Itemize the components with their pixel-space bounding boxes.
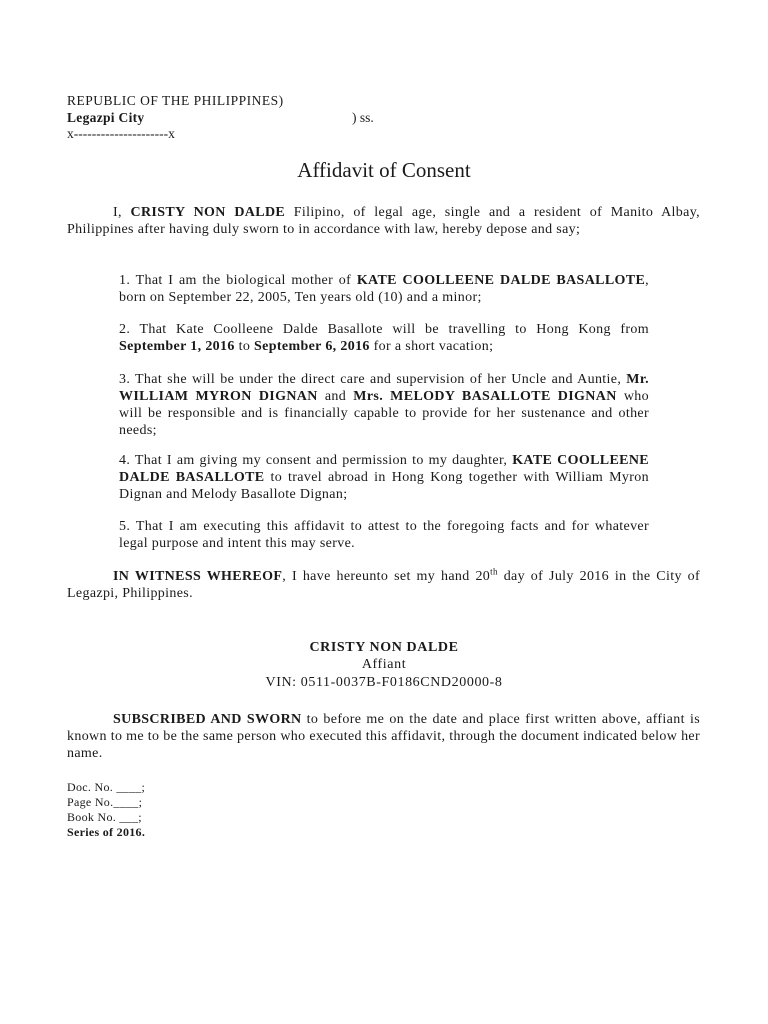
signature-role: Affiant (361, 657, 407, 672)
affiant-name: CRISTY NON DALDE (130, 205, 286, 220)
intro-paragraph: I, CRISTY NON DALDE Filipino, of legal age, single and a resident of Manito Albay, Philippines after having duly sworn to in accordance with law, hereby depose and say; (67, 205, 700, 237)
header-republic: REPUBLIC OF THE PHILIPPINES) (67, 93, 284, 108)
footer-book-no: Book No. ___; (67, 810, 142, 824)
footer-series: Series of 2016. (67, 825, 146, 839)
signature-vin: VIN: 0511-0037B-F0186CND20000-8 (265, 675, 503, 690)
signature-name: CRISTY NON DALDE (309, 640, 459, 655)
footer-doc-no: Doc. No. ____; (67, 780, 146, 794)
witness-paragraph: IN WITNESS WHEREOF, I have hereunto set my hand 20th day of July 2016 in the City of Legazpi, Philippines. (67, 566, 700, 601)
header-ss: ) ss. (352, 110, 374, 125)
subscribed-paragraph: SUBSCRIBED AND SWORN to before me on the date and place first written above, affiant is known to me to be the same person who executed this affidavit, through the document indicated below her name. (67, 712, 700, 761)
page-title: Affidavit of Consent (297, 158, 471, 182)
item-2: 2. That Kate Coolleene Dalde Basallote will be travelling to Hong Kong from September 1, 2016 to September 6, 2016 for a short vacation; (119, 322, 649, 354)
header-city: Legazpi City (67, 110, 145, 125)
item-5: 5. That I am executing this affidavit to attest to the foregoing facts and for whatever legal purpose and intent this may serve. (119, 519, 649, 551)
header-separator: x---------------------x (67, 126, 175, 141)
item-3: 3. That she will be under the direct care and supervision of her Uncle and Auntie, Mr. WILLIAM MYRON DIGNAN and Mrs. MELODY BASALLOTE DIGNAN who will be responsible and is financially capable to provide for her sustenance and other needs; (119, 372, 649, 438)
footer-page-no: Page No.____; (67, 795, 143, 809)
item-1: 1. That I am the biological mother of KATE COOLLEENE DALDE BASALLOTE, born on September 22, 2005, Ten years old (10) and a minor; (119, 273, 650, 305)
item-4: 4. That I am giving my consent and permission to my daughter, KATE COOLLEENE DALDE BASALLOTE to travel abroad in Hong Kong together with William Myron Dignan and Melody Basallote Dignan; (119, 453, 649, 502)
